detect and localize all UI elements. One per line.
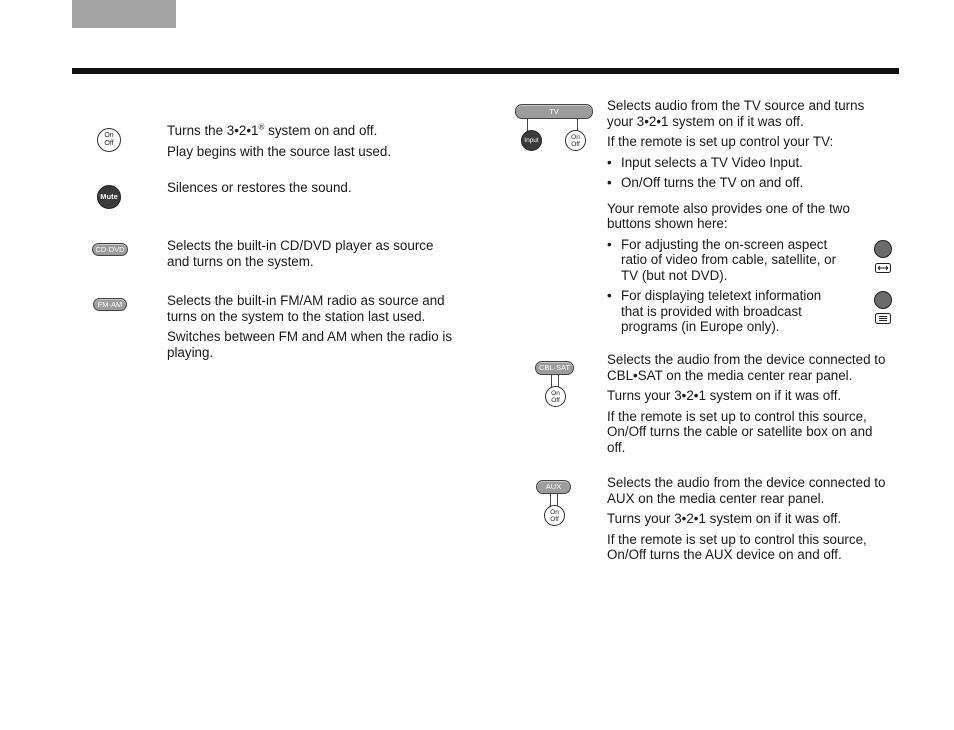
cbl-sat-on-label: On bbox=[551, 389, 560, 397]
cbl-sat-on-off-button-icon bbox=[545, 386, 566, 407]
aspect-ratio-icon bbox=[875, 261, 891, 271]
aux-connector-right bbox=[557, 494, 558, 506]
aux-off-label: Off bbox=[550, 515, 559, 523]
cd-dvd-text: Selects the built-in CD/DVD player as source and turns on the system. bbox=[167, 238, 434, 269]
power-line-1 bbox=[167, 123, 457, 139]
tv-bullet-aspect: • For adjusting the on-screen aspect ratio of video from cable, satellite, or TV (but not DVD). bbox=[607, 237, 847, 284]
mute-description bbox=[167, 180, 457, 196]
registered-mark: ® bbox=[258, 122, 265, 132]
input-label: Input bbox=[524, 136, 539, 144]
cbl-sat-text-3: If the remote is set up to control this source, On/Off turns the cable or satellite box on and off. bbox=[607, 408, 873, 455]
fm-am-label: FM·AM bbox=[97, 300, 123, 309]
mute-text: Silences or restores the sound. bbox=[167, 180, 352, 195]
cbl-sat-label: CBL·SAT bbox=[538, 363, 571, 372]
power-line-1-post: system on and off. bbox=[264, 123, 378, 138]
fm-am-description bbox=[167, 293, 457, 360]
aux-button-icon bbox=[536, 480, 571, 494]
tv-description bbox=[607, 98, 892, 335]
header-rule bbox=[72, 68, 899, 74]
tv-label: TV bbox=[549, 107, 559, 116]
on-label: On bbox=[104, 132, 114, 139]
tv-bullet-input: • Input selects a TV Video Input. bbox=[607, 155, 892, 171]
tv-text-1: Selects audio from the TV source and turns your 3•2•1 system on if it was off. bbox=[607, 98, 865, 129]
tv-connector-left bbox=[527, 119, 528, 131]
power-line-1-pre: Turns the 3•2•1 bbox=[167, 123, 259, 138]
cbl-sat-off-label: Off bbox=[551, 396, 560, 404]
tv-text-2: If the remote is set up control your TV: bbox=[607, 134, 834, 149]
cbl-sat-description bbox=[607, 352, 892, 455]
cbl-sat-connector-left bbox=[551, 375, 552, 387]
aux-connector-left bbox=[550, 494, 551, 506]
input-button-icon bbox=[521, 130, 542, 151]
cd-dvd-button-icon bbox=[92, 243, 128, 256]
tv-on-off-button-icon bbox=[565, 130, 586, 151]
aux-on-label: On bbox=[550, 508, 559, 516]
header-tab bbox=[72, 0, 176, 28]
teletext-button-icon bbox=[874, 291, 892, 309]
teletext-icon bbox=[875, 312, 891, 323]
tv-on-label: On bbox=[571, 133, 580, 141]
tv-bullet-on-off: • On/Off turns the TV on and off. bbox=[607, 175, 892, 191]
on-off-button-icon bbox=[97, 128, 121, 152]
cbl-sat-button-icon bbox=[535, 361, 574, 375]
power-description bbox=[167, 123, 457, 159]
aux-text-3: If the remote is set up to control this source, On/Off turns the AUX device on and off. bbox=[607, 531, 867, 562]
mute-button-icon bbox=[97, 185, 121, 209]
tv-off-label: Off bbox=[571, 140, 580, 148]
power-line-2: Play begins with the source last used. bbox=[167, 143, 392, 159]
aux-text-1: Selects the audio from the device connected to AUX on the media center rear panel. bbox=[607, 475, 886, 506]
tv-button-icon bbox=[515, 104, 593, 119]
cd-dvd-description bbox=[167, 238, 457, 269]
aux-on-off-button-icon bbox=[544, 505, 565, 526]
aspect-button-icon bbox=[874, 240, 892, 258]
fm-am-text-2: Switches between FM and AM when the radio is playing. bbox=[167, 329, 453, 360]
aux-description bbox=[607, 475, 892, 563]
fm-am-button-icon bbox=[93, 298, 127, 311]
aux-text-2: Turns your 3•2•1 system on if it was off. bbox=[607, 511, 842, 526]
fm-am-text-1: Selects the built-in FM/AM radio as source and turns on the system to the station last used. bbox=[167, 293, 445, 324]
cbl-sat-text-2: Turns your 3•2•1 system on if it was off. bbox=[607, 388, 842, 403]
tv-bullet-teletext: • For displaying teletext information that is provided with broadcast programs (in Europe only). bbox=[607, 288, 847, 335]
cd-dvd-label: CD·DVD bbox=[95, 245, 125, 254]
aux-label: AUX bbox=[545, 482, 562, 491]
tv-text-3: Your remote also provides one of the two buttons shown here: bbox=[607, 200, 850, 231]
cbl-sat-text-1: Selects the audio from the device connected to CBL•SAT on the media center rear panel. bbox=[607, 352, 886, 383]
cbl-sat-connector-right bbox=[558, 375, 559, 387]
off-label: Off bbox=[104, 140, 114, 147]
mute-label: Mute bbox=[100, 192, 118, 201]
